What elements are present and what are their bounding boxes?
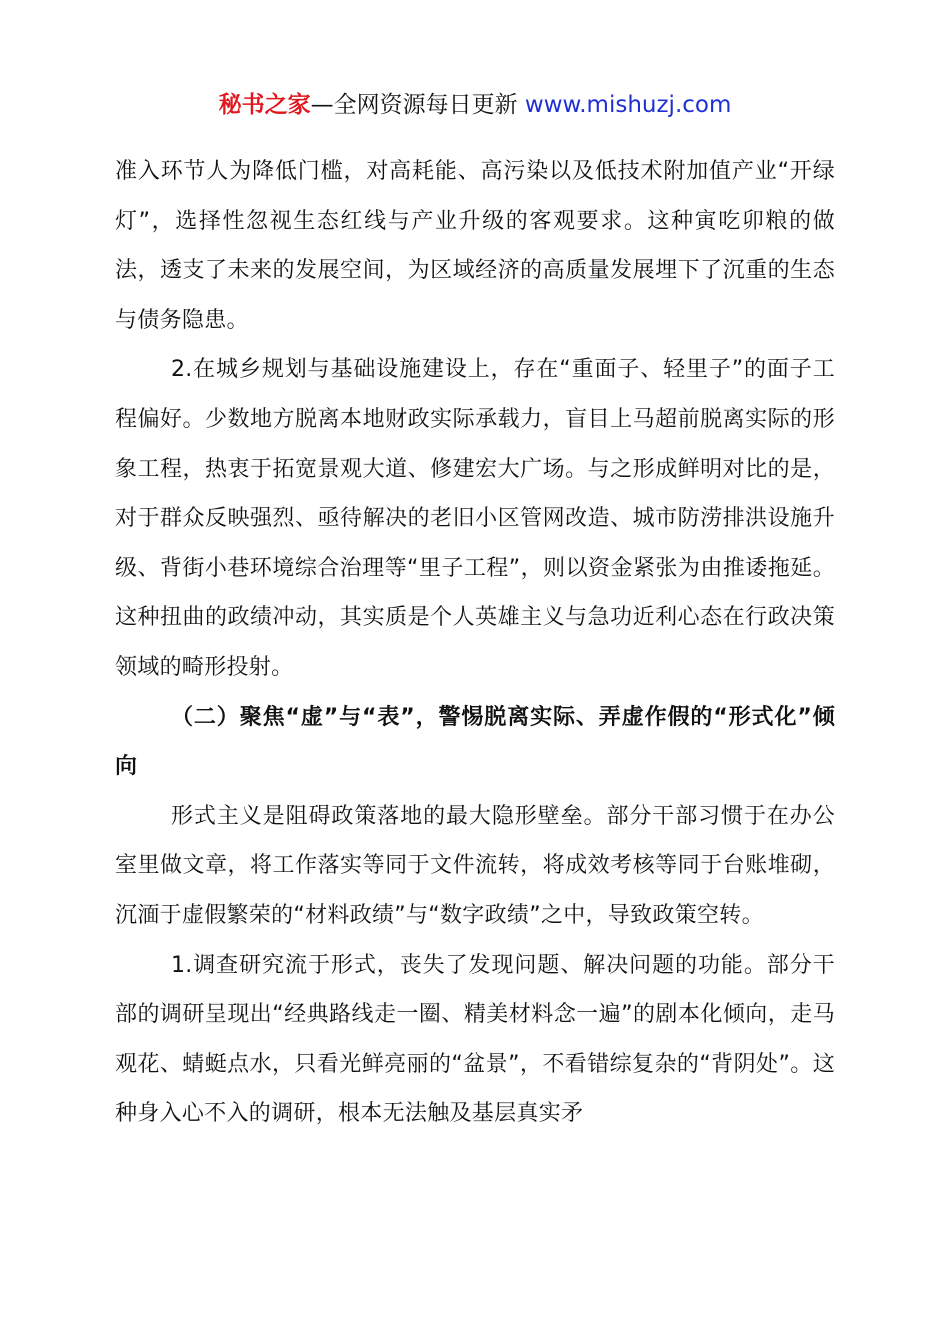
paragraph-formalism-intro: 形式主义是阻碍政策落地的最大隐形壁垒。部分干部习惯于在办公室里做文章，将工作落实等同于文件流转，将成效考核等同于台账堆砌，沉湎于虚假繁荣的“材料政绩”与“数字政绩”之中，导致政策空转。 <box>115 803 835 928</box>
paragraph-point-2: 2.在城乡规划与基础设施建设上，存在“重面子、轻里子”的面子工程偏好。少数地方脱离本地财政实际承载力，盲目上马超前脱离实际的形象工程，热衷于拓宽景观大道、修建宏大广场。与之形成鲜明对比的是，对于群众反映强烈、亟待解决的老旧小区管网改造、城市防涝排洪设施升级、背街小巷环境综合治理等“里子工程”，则以资金紧张为由推诿拖延。这种扭曲的政绩冲动，其实质是个人英雄主义与急功近利心态在行政决策领域的畸形投射。 <box>115 357 835 680</box>
page-header <box>0 88 950 122</box>
paragraph-continuation: 准入环节人为降低门槛，对高耗能、高污染以及低技术附加值产业“开绿灯”，选择性忽视生态红线与产业升级的客观要求。这种寅吃卯粮的做法，透支了未来的发展空间，为区域经济的高质量发展埋下了沉重的生态与债务隐患。 <box>115 159 835 333</box>
paragraph-point-1: 1.调查研究流于形式，丧失了发现问题、解决问题的功能。部分干部的调研呈现出“经典路线走一圈、精美材料念一遍”的剧本化倾向，走马观花、蜻蜓点水，只看光鲜亮丽的“盆景”，不看错综复杂的“背阴处”。这种身入心不入的调研，根本无法触及基层真实矛 <box>115 952 835 1127</box>
section-heading: （二）聚焦“虚”与“表”，警惕脱离实际、弄虚作假的“形式化”倾向 <box>115 704 835 780</box>
header-brand: 秘书之家 <box>218 92 311 118</box>
document-body <box>115 147 835 1139</box>
header-tagline: —全网资源每日更新 <box>310 92 525 118</box>
header-url-link[interactable]: www.mishuzj.com <box>524 92 732 118</box>
